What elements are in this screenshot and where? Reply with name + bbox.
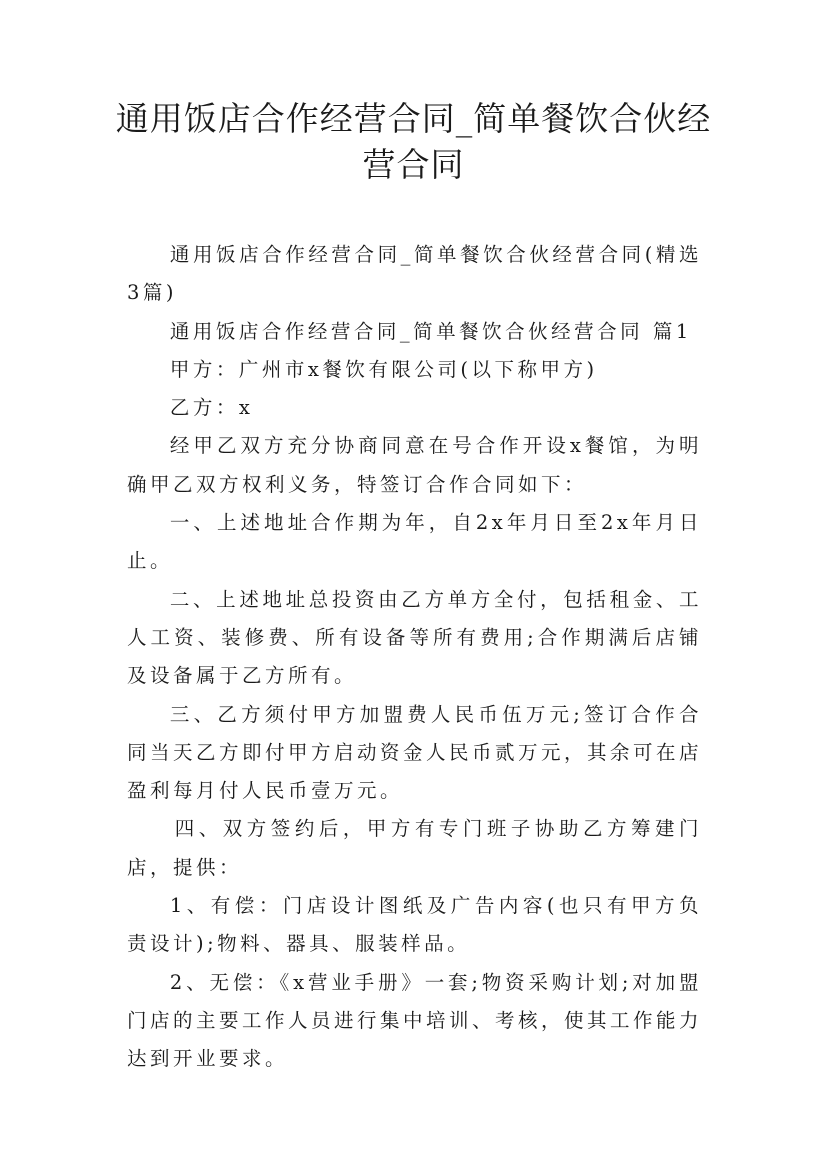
paragraph-clause-3: 三、乙方须付甲方加盟费人民币伍万元;签订合作合同当天乙方即付甲方启动资金人民币贰万元，其余可在店盈利每月付人民币壹万元。 <box>127 702 703 803</box>
paragraph-clause-2: 二、上述地址总投资由乙方单方全付，包括租金、工人工资、装修费、所有设备等所有费用;合作期满后店铺及设备属于乙方所有。 <box>127 587 702 688</box>
paragraph-section-heading: 通用饭店合作经营合同_简单餐饮合伙经营合同 篇1 <box>169 319 692 343</box>
paragraph-subtitle: 通用饭店合作经营合同_简单餐饮合伙经营合同(精选3篇) <box>127 243 702 305</box>
paragraph-clause-4: 四、双方签约后，甲方有专门班子协助乙方筹建门店，提供： <box>127 817 702 879</box>
paragraph-item-1: 1、有偿：门店设计图纸及广告内容(也只有甲方负责设计);物料、器具、服装样品。 <box>127 894 702 956</box>
paragraph-item-2: 2、无偿：《x营业手册》一套;物资采购计划;对加盟门店的主要工作人员进行集中培训、考核，使其工作能力达到开业要求。 <box>127 970 703 1071</box>
document-body <box>127 236 702 1079</box>
paragraph-party-b: 乙方：x <box>169 396 254 420</box>
paragraph-preamble: 经甲乙双方充分协商同意在号合作开设x餐馆，为明确甲乙双方权利义务，特签订合作合同如下： <box>127 434 702 496</box>
paragraph-party-a: 甲方：广州市x餐饮有限公司(以下称甲方) <box>169 357 598 381</box>
document-title: 通用饭店合作经营合同_简单餐饮合伙经营合同 <box>115 99 712 184</box>
paragraph-clause-1: 一、上述地址合作期为年，自2x年月日至2x年月日止。 <box>127 511 702 573</box>
